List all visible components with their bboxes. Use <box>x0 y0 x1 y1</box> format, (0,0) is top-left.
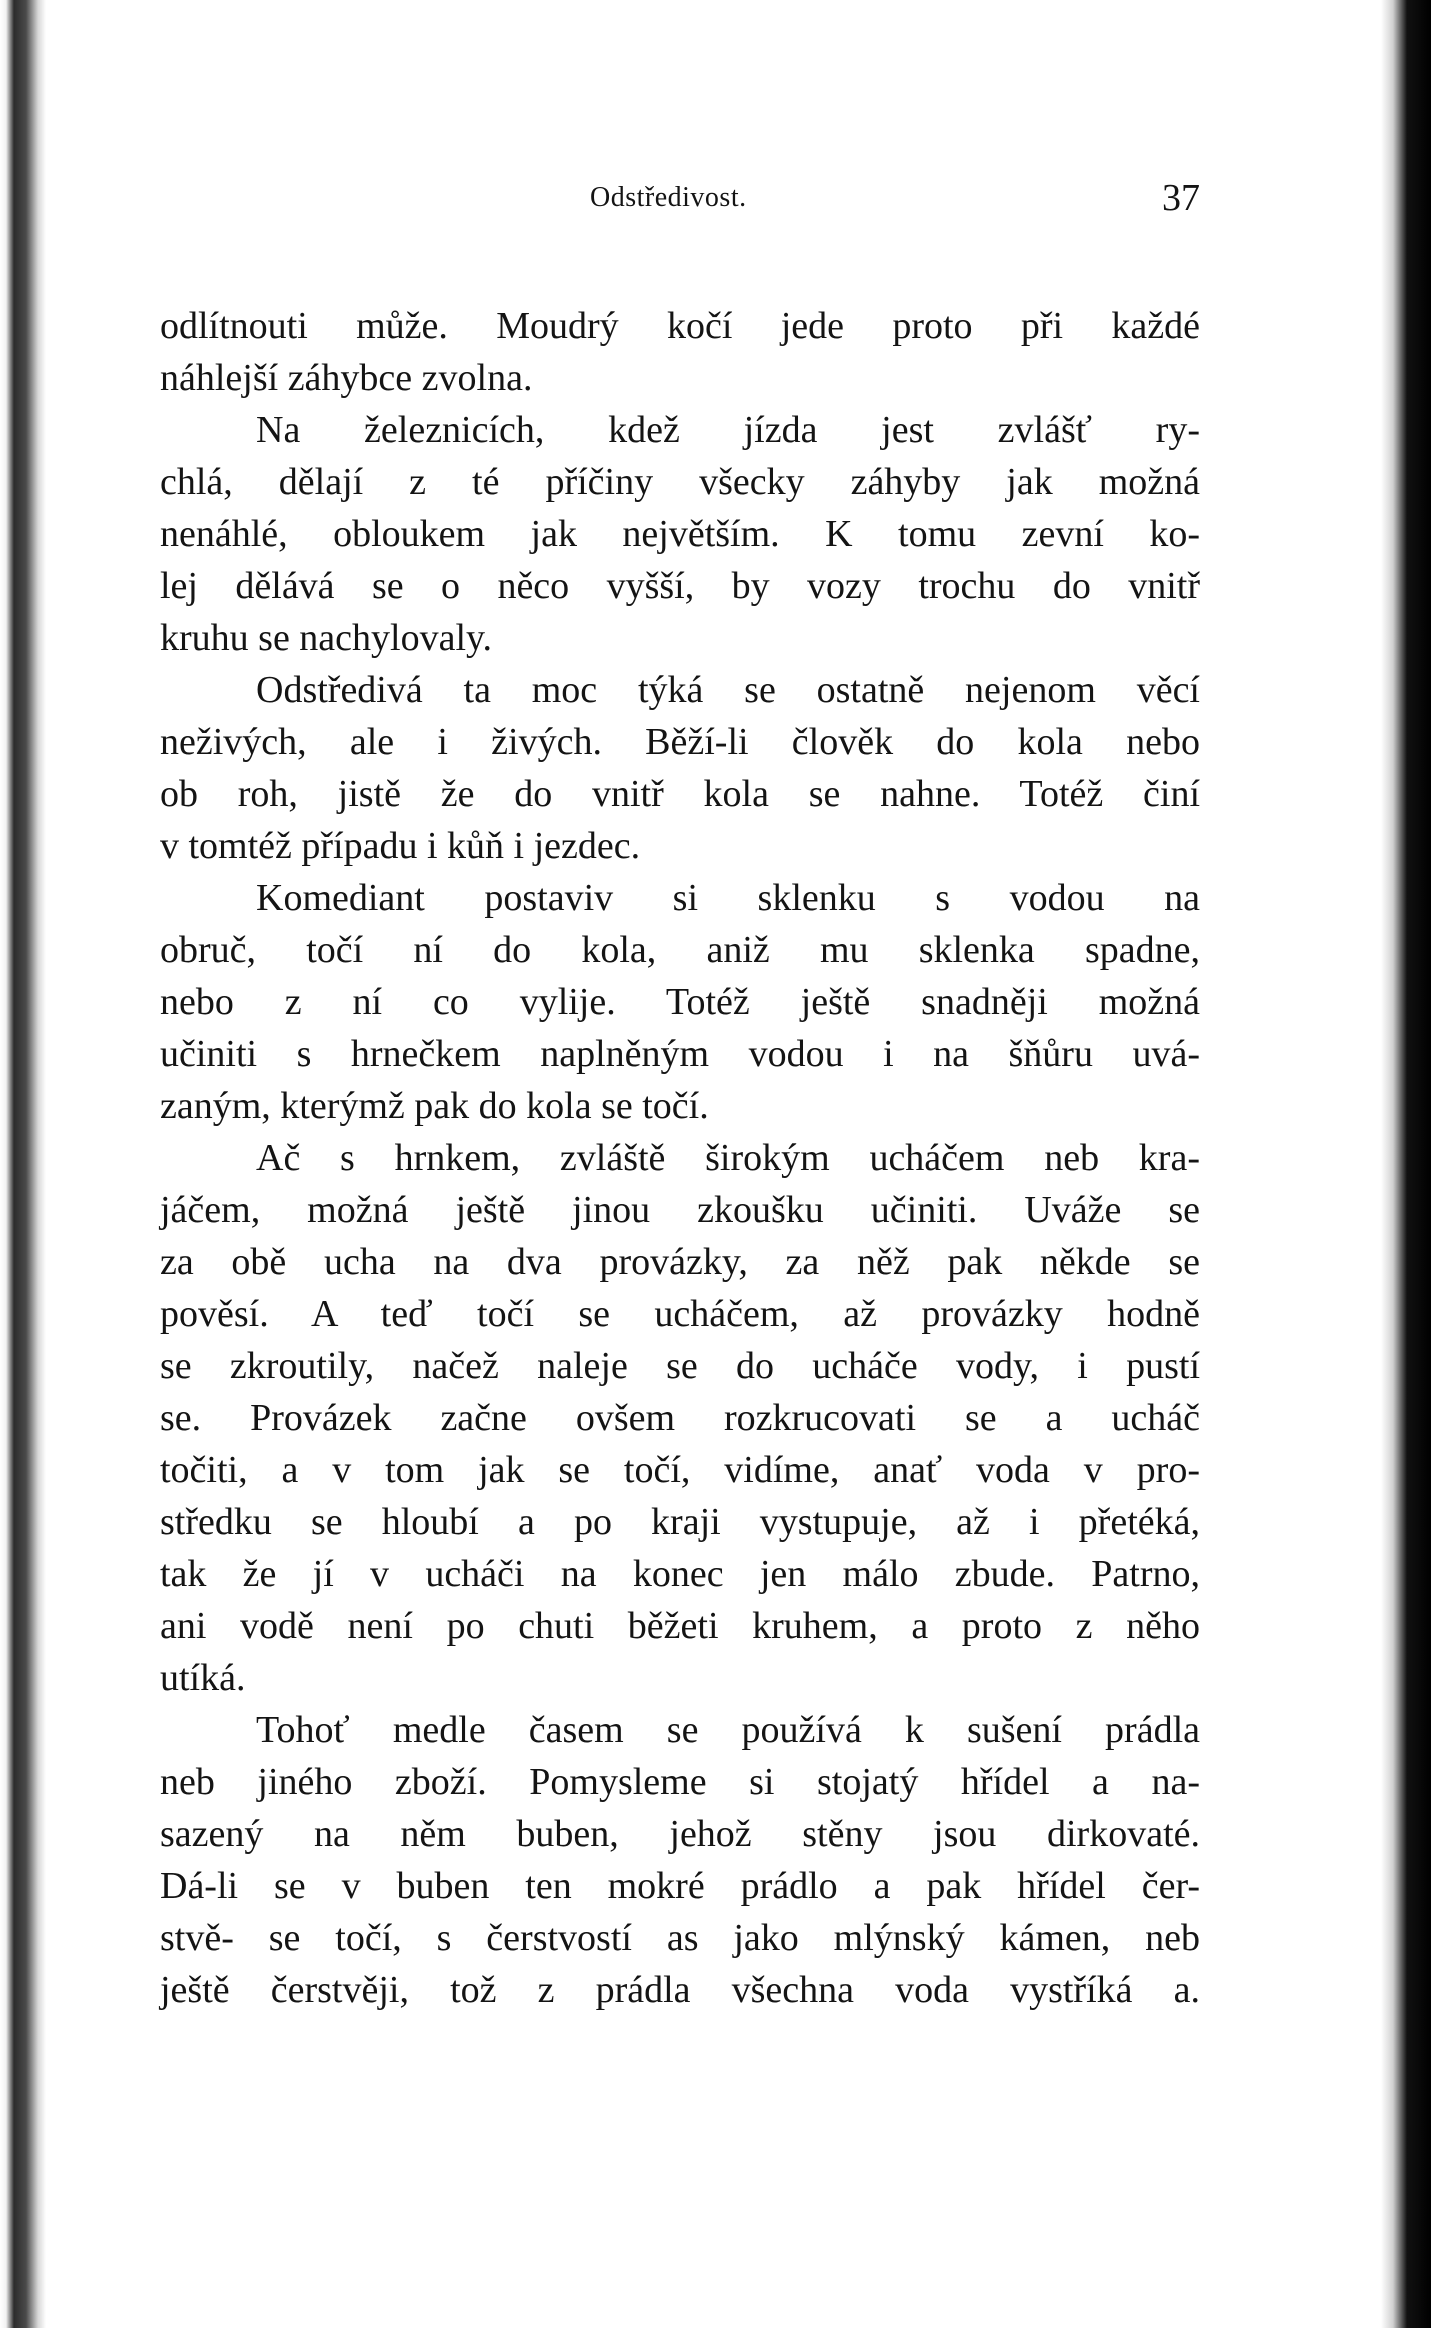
text-line: v tomtéž případu i kůň i jezdec. <box>160 825 641 867</box>
text-line: náhlejší záhybce zvolna. <box>160 357 533 399</box>
book-page <box>160 168 1200 2016</box>
text-line: odlítnouti může. Moudrý kočí jede proto při každé <box>160 305 1200 347</box>
text-line: Odstředivá ta moc týká se ostatně nejenom věcí <box>256 669 1200 711</box>
text-line: jáčem, možná ještě jinou zkoušku učiniti. Uváže se <box>160 1189 1200 1231</box>
text-line: točiti, a v tom jak se točí, vidíme, anať voda v pro- <box>160 1449 1200 1491</box>
text-line: nebo z ní co vylije. Totéž ještě snadněji možná <box>160 981 1200 1023</box>
text-line: neb jiného zboží. Pomysleme si stojatý hřídel a na- <box>160 1761 1200 1803</box>
text-line: za obě ucha na dva provázky, za něž pak někde se <box>160 1241 1200 1283</box>
text-line: pověsí. A teď točí se ucháčem, až provázky hodně <box>160 1293 1200 1335</box>
text-line: zaným, kterýmž pak do kola se točí. <box>160 1085 709 1127</box>
running-head-title: Odstředivost. <box>590 182 747 213</box>
page-number: 37 <box>1162 177 1200 219</box>
text-line: nenáhlé, obloukem jak největším. K tomu zevní ko- <box>160 513 1200 555</box>
running-head <box>160 168 1200 228</box>
text-line: Dá-li se v buben ten mokré prádlo a pak hřídel čer- <box>160 1865 1200 1907</box>
text-line: Ač s hrnkem, zvláště širokým ucháčem neb kra- <box>256 1137 1200 1179</box>
text-line: obruč, točí ní do kola, aniž mu sklenka spadne, <box>160 929 1200 971</box>
text-line: se zkroutily, načež naleje se do ucháče vody, i pustí <box>160 1345 1200 1387</box>
text-line: se. Provázek začne ovšem rozkrucovati se a ucháč <box>160 1397 1200 1439</box>
text-line: sazený na něm buben, jehož stěny jsou dirkovaté. <box>160 1813 1200 1855</box>
text-line: ob roh, jistě že do vnitř kola se nahne. Totéž činí <box>160 773 1200 815</box>
text-line: chlá, dělají z té příčiny všecky záhyby jak možná <box>160 461 1200 503</box>
text-line: utíká. <box>160 1657 246 1699</box>
scan-left-binding-edge <box>0 0 46 2328</box>
text-line: Tohoť medle časem se používá k sušení prádla <box>256 1709 1200 1751</box>
text-line: Komediant postaviv si sklenku s vodou na <box>256 877 1200 919</box>
text-line: neživých, ale i živých. Běží-li člověk do kola nebo <box>160 721 1200 763</box>
text-line: středku se hloubí a po kraji vystupuje, až i přetéká, <box>160 1501 1200 1543</box>
text-line: tak že jí v ucháči na konec jen málo zbude. Patrno, <box>160 1553 1200 1595</box>
text-line: ani vodě není po chuti běžeti kruhem, a proto z něho <box>160 1605 1200 1647</box>
text-line: kruhu se nachylovaly. <box>160 617 493 659</box>
text-line: lej dělává se o něco vyšší, by vozy trochu do vnitř <box>160 565 1200 607</box>
scan-right-edge <box>1381 0 1431 2328</box>
body-text <box>160 300 1200 2016</box>
text-line: ještě čerstvěji, tož z prádla všechna voda vystříká a. <box>160 1969 1200 2011</box>
text-line: stvě- se točí, s čerstvostí as jako mlýnský kámen, neb <box>160 1917 1200 1959</box>
text-line: učiniti s hrnečkem naplněným vodou i na šňůru uvá- <box>160 1033 1200 1075</box>
text-line: Na železnicích, kdež jízda jest zvlášť ry- <box>256 409 1200 451</box>
